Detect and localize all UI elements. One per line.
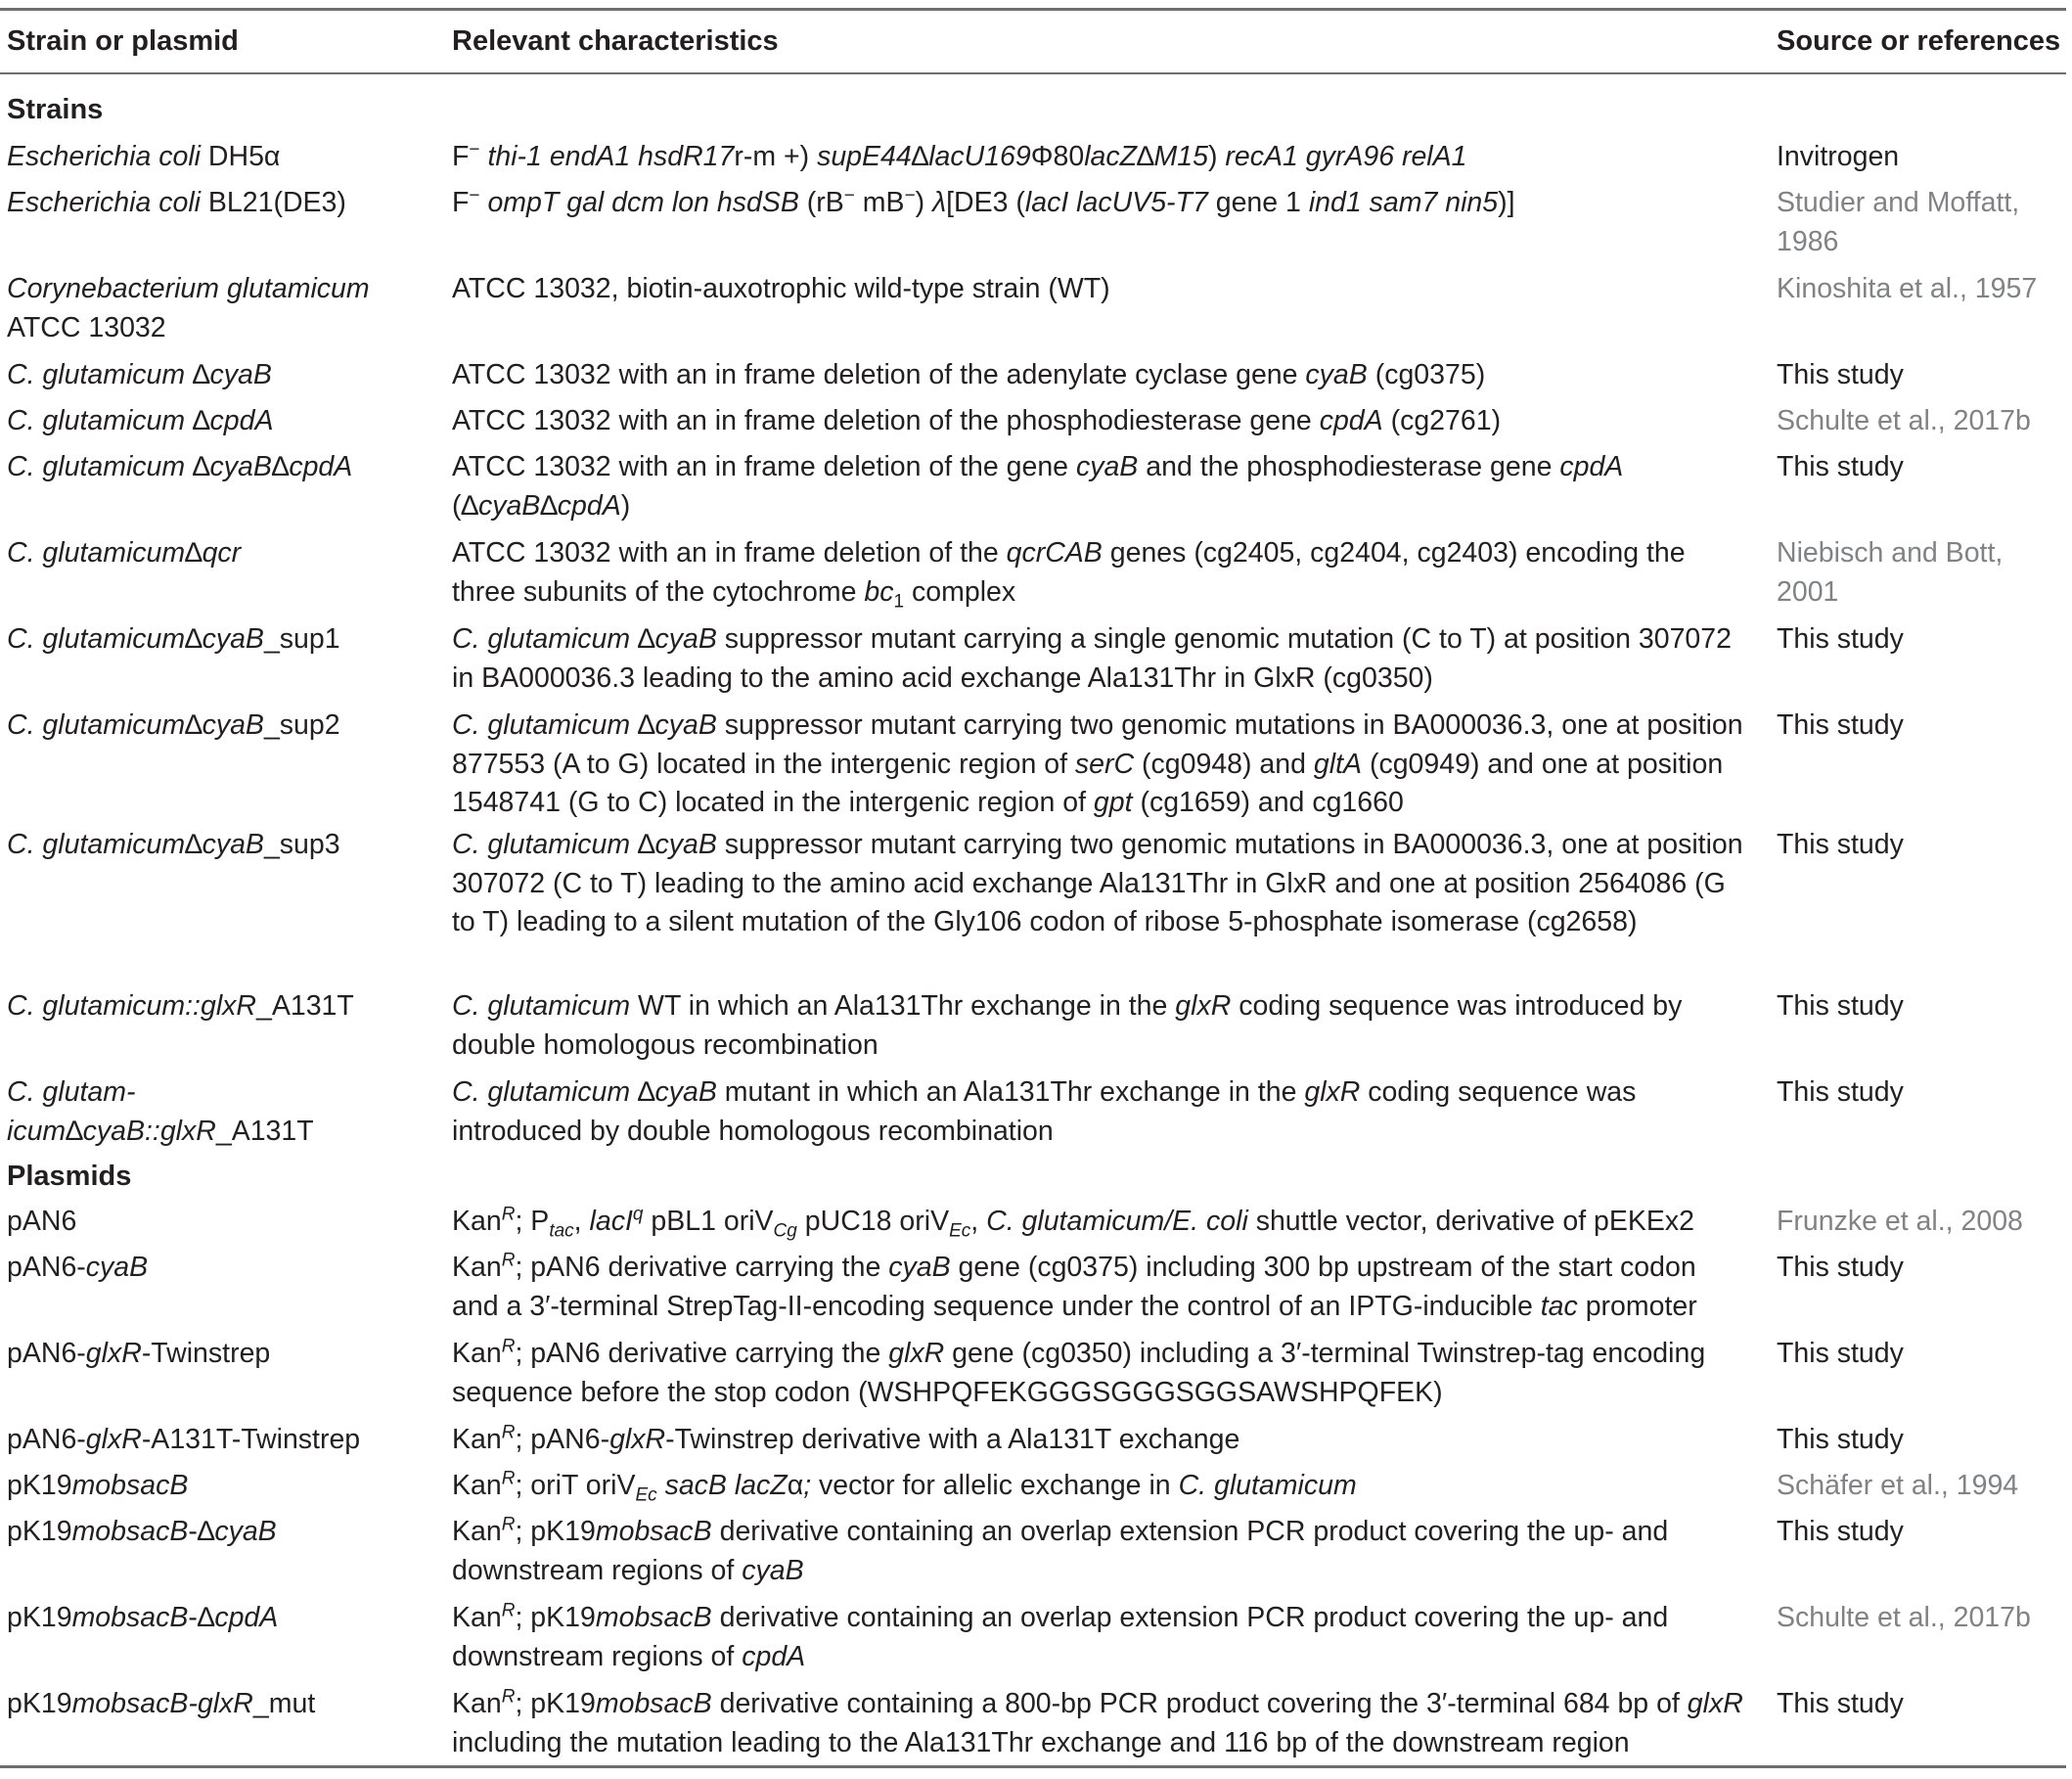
strain-or-plasmid-name: pK19mobsacB-glxR_mut <box>7 1688 316 1719</box>
relevant-characteristics: Kan$^R$; pK19mobsacB derivative containing an overlap extension PCR product covering the up- and downstream regions of cpdA <box>452 1600 1669 1672</box>
strain-or-plasmid-name: C. glutamicum∆cyaB_sup1 <box>7 623 340 655</box>
relevant-characteristics: C. glutamicum ∆cyaB suppressor mutant carrying a single genomic mutation (C to T) at position 307072 in BA000036.3 leading to the amino acid exchange Ala131Thr in GlxR (cg0350) <box>452 623 1732 694</box>
section-label-plasmids: Plasmids <box>7 1161 132 1192</box>
source-reference: This study <box>1777 1076 1904 1108</box>
relevant-characteristics: ATCC 13032, biotin-auxotrophic wild-type strain (WT) <box>452 273 1110 304</box>
strain-or-plasmid-name: pK19mobsacB <box>7 1470 189 1501</box>
strain-or-plasmid-name: C. glutamicum ∆cyaB <box>7 359 272 390</box>
source-reference: This study <box>1777 1252 1904 1283</box>
strain-or-plasmid-name: pAN6 <box>7 1206 77 1237</box>
strain-or-plasmid-name: C. glutamicum∆cyaB_sup3 <box>7 829 340 860</box>
column-header-characteristics: Relevant characteristics <box>452 25 779 57</box>
strain-or-plasmid-name: pAN6-glxR-A131T-Twinstrep <box>7 1424 361 1455</box>
table-bottom-rule <box>0 1765 2066 1768</box>
strain-or-plasmid-name: pAN6-cyaB <box>7 1252 149 1283</box>
relevant-characteristics: Kan$^R$; $P_{tac}$, lacI$^q$ pBL1 oriV$_{Cg}$ pUC18 oriV$_{Ec}$, C. glutamicum/E. coli shuttle vector, derivative of pEKEx2 <box>452 1204 1695 1242</box>
source-reference: This study <box>1777 1424 1904 1455</box>
relevant-characteristics: C. glutamicum ∆cyaB suppressor mutant carrying two genomic mutations in BA000036.3, one at position 307072 (C to T) leading to the amino acid exchange Ala131Thr in GlxR and one at position 2564086 (G to T) leading to a silent mutation of the Gly106 codon of ribose 5-phosphate isomerase (cg2658) <box>452 829 1743 937</box>
relevant-characteristics: C. glutamicum WT in which an Ala131Thr exchange in the glxR coding sequence was introduced by double homologous recombination <box>452 990 1683 1061</box>
strain-or-plasmid-name: C. glutamicum∆cyaB_sup2 <box>7 709 340 741</box>
relevant-characteristics: Kan$^R$; oriT oriV$_{Ec}$ sacB lacZα; vector for allelic exchange in C. glutamicum <box>452 1468 1357 1506</box>
source-reference: Invitrogen <box>1777 141 1900 172</box>
relevant-characteristics: C. glutamicum ∆cyaB mutant in which an Ala131Thr exchange in the glxR coding sequence was introduced by double homologous recombination <box>452 1076 1637 1147</box>
strain-or-plasmid-name: C. glutamicum∆qcr <box>7 537 242 569</box>
relevant-characteristics: F− thi-1 endA1 hsdR17r-m +) supE44∆lacU169Φ80lacZ∆M15) recA1 gyrA96 relA1 <box>452 139 1467 172</box>
source-reference: This study <box>1777 990 1904 1022</box>
relevant-characteristics: Kan$^R$; pK19mobsacB derivative containing a 800-bp PCR product covering the 3′-terminal 684 bp of glxR including the mutation leading to the Ala131Thr exchange and 116 bp of the downstream region <box>452 1686 1743 1758</box>
source-reference: This study <box>1777 709 1904 741</box>
strain-or-plasmid-name: Escherichia coli BL21(DE3) <box>7 187 346 218</box>
table-top-rule <box>0 8 2066 11</box>
source-reference: This study <box>1777 451 1904 482</box>
source-reference: This study <box>1777 1516 1904 1547</box>
header-divider <box>0 72 2066 74</box>
source-reference: Frunzke et al., 2008 <box>1777 1206 2023 1237</box>
relevant-characteristics: C. glutamicum ∆cyaB suppressor mutant carrying two genomic mutations in BA000036.3, one at position 877553 (A to G) located in the intergenic region of serC (cg0948) and gltA (cg0949) and one at position 1548741 (G to C) located in the intergenic region of gpt (cg1659) and cg1660 <box>452 709 1743 818</box>
strain-or-plasmid-name: pK19mobsacB-∆cpdA <box>7 1602 279 1633</box>
source-reference: This study <box>1777 1688 1904 1719</box>
relevant-characteristics: ATCC 13032 with an in frame deletion of the gene cyaB and the phosphodiesterase gene cpdA (∆cyaB∆cpdA) <box>452 451 1624 522</box>
strain-or-plasmid-name: Corynebacterium glutamicum ATCC 13032 <box>7 273 370 343</box>
relevant-characteristics: Kan$^R$; pAN6 derivative carrying the glxR gene (cg0350) including a 3′-terminal Twinstrep-tag encoding sequence before the stop codon (WSHPQFEKGGGSGGGSGGSAWSHPQFEK) <box>452 1336 1706 1408</box>
source-reference: Schäfer et al., 1994 <box>1777 1470 2019 1501</box>
strain-or-plasmid-name: C. glutamicum ∆cpdA <box>7 405 274 436</box>
strain-or-plasmid-name: C. glutam- icum∆cyaB::glxR_A131T <box>7 1076 314 1147</box>
source-reference: This study <box>1777 1338 1904 1369</box>
relevant-characteristics: ATCC 13032 with an in frame deletion of the phosphodiesterase gene cpdA (cg2761) <box>452 405 1502 436</box>
source-reference: This study <box>1777 829 1904 860</box>
column-header-source: Source or references <box>1777 25 2061 57</box>
relevant-characteristics: Kan$^R$; pK19mobsacB derivative containing an overlap extension PCR product covering the up- and downstream regions of cyaB <box>452 1514 1669 1586</box>
relevant-characteristics: ATCC 13032 with an in frame deletion of the adenylate cyclase gene cyaB (cg0375) <box>452 359 1486 390</box>
strain-or-plasmid-name: pK19mobsacB-∆cyaB <box>7 1516 277 1547</box>
strain-or-plasmid-name: pAN6-glxR-Twinstrep <box>7 1338 271 1369</box>
strain-or-plasmid-name: Escherichia coli DH5α <box>7 141 281 172</box>
column-header-strain: Strain or plasmid <box>7 25 239 57</box>
section-label-strains: Strains <box>7 94 104 125</box>
source-reference: Studier and Moffatt, 1986 <box>1777 187 2020 257</box>
relevant-characteristics: Kan$^R$; pAN6 derivative carrying the cyaB gene (cg0375) including 300 bp upstream of the start codon and a 3′-terminal StrepTag-II-encoding sequence under the control of an IPTG-inducible tac promoter <box>452 1250 1697 1322</box>
source-reference: This study <box>1777 359 1904 390</box>
strain-or-plasmid-name: C. glutamicum ∆cyaB∆cpdA <box>7 451 353 482</box>
source-reference: Niebisch and Bott, 2001 <box>1777 537 2004 608</box>
relevant-characteristics: ATCC 13032 with an in frame deletion of the qcrCAB genes (cg2405, cg2404, cg2403) encoding the three subunits of the cytochrome $bc_1$ complex <box>452 537 1686 613</box>
relevant-characteristics: F− ompT gal dcm lon hsdSB (rB− mB−) λ[DE3 (lacI lacUV5-T7 gene 1 ind1 sam7 nin5)] <box>452 185 1515 218</box>
source-reference: This study <box>1777 623 1904 655</box>
source-reference: Kinoshita et al., 1957 <box>1777 273 2038 304</box>
source-reference: Schulte et al., 2017b <box>1777 1602 2031 1633</box>
relevant-characteristics: Kan$^R$; pAN6-glxR-Twinstrep derivative with a Ala131T exchange <box>452 1422 1240 1455</box>
source-reference: Schulte et al., 2017b <box>1777 405 2031 436</box>
strain-or-plasmid-name: C. glutamicum::glxR_A131T <box>7 990 354 1022</box>
